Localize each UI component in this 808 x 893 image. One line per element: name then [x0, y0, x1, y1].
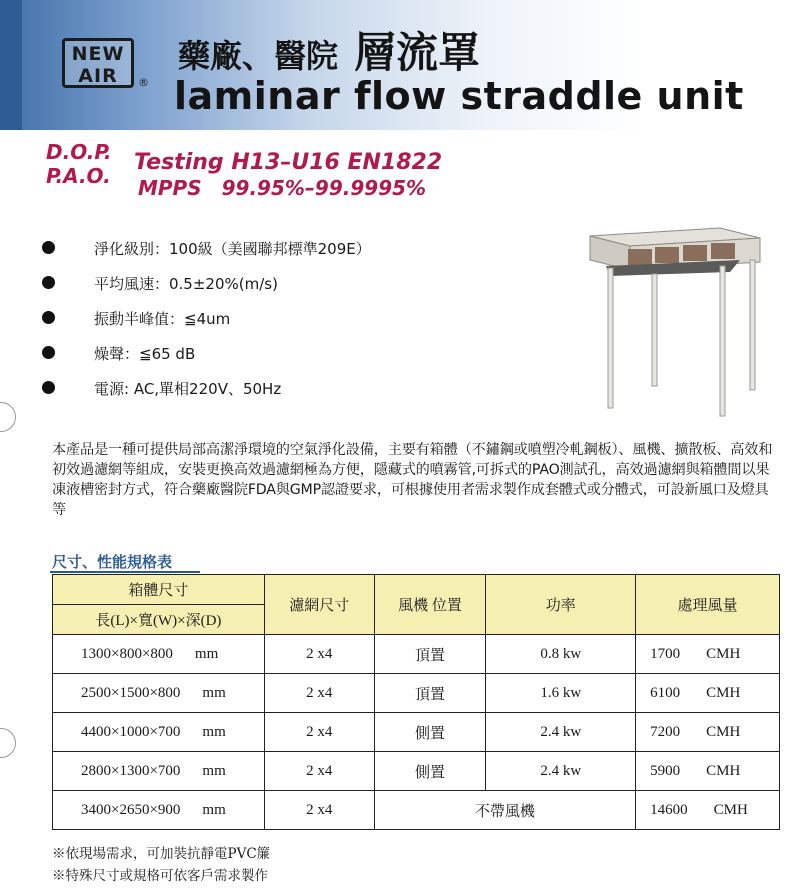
new-air-logo — [62, 38, 134, 88]
fan-cell: 頂置 — [374, 674, 486, 713]
size-value: 2800×1300×700 — [81, 762, 181, 779]
size-unit: mm — [202, 684, 226, 701]
spec-text: 振動半峰值：≦4um — [94, 310, 231, 328]
airflow-cell — [636, 674, 780, 713]
size-cell — [53, 713, 265, 752]
laminar-flow-unit-illustration — [580, 222, 770, 422]
header-box-dimensions: 長(L)×寬(W)×深(D) — [53, 605, 265, 635]
header-fan-position: 風機 位置 — [374, 575, 486, 635]
size-value: 4400×1000×700 — [81, 723, 181, 740]
size-unit: mm — [202, 801, 226, 818]
airflow-value: 14600 — [650, 801, 688, 818]
product-description: 本產品是一種可提供局部高潔淨環境的空氣淨化設備，主要有箱體（不鏽鋼或噴塑冷軋鋼板）、風機、擴散板、高效和初效過濾網等組成，安裝更換高效過濾網極為方便，隱藏式的噴霧管,可拆式的PAO測試孔，高效過濾網與箱體間以果凍液槽密封方式，符合藥廠醫院FDA與GMP認證要求，可根據使用者需求製作成套體式或分體式，可設新風口及燈具等 — [52, 442, 773, 518]
filter-cell: 2 x4 — [264, 791, 374, 830]
airflow-unit: CMH — [706, 723, 741, 740]
power-cell: 2.4 kw — [486, 713, 636, 752]
test-labels — [46, 140, 111, 188]
spec-text: 燥聲：≦65 dB — [94, 345, 196, 363]
size-unit: mm — [202, 723, 226, 740]
bullet-icon — [42, 381, 55, 394]
table-title-underline — [50, 571, 200, 573]
airflow-unit: CMH — [713, 801, 748, 818]
logo-line-1: NEW — [71, 43, 125, 65]
binder-hole-mark — [0, 402, 16, 432]
filter-cell: 2 x4 — [264, 674, 374, 713]
airflow-value: 6100 — [650, 684, 681, 701]
header-box-size: 箱體尺寸 — [53, 575, 265, 605]
airflow-value: 7200 — [650, 723, 681, 740]
table-row — [53, 791, 780, 830]
bullet-icon — [42, 311, 55, 324]
fan-cell: 側置 — [374, 752, 486, 791]
power-cell: 2.4 kw — [486, 752, 636, 791]
header-power: 功率 — [486, 575, 636, 635]
title-cn-prefix: 藥廠、醫院 — [178, 37, 339, 75]
spec-text: 淨化級別：100級（美國聯邦標準209E） — [94, 240, 371, 258]
table-title: 尺寸、性能規格表 — [52, 553, 173, 571]
no-fan-cell: 不帶風機 — [374, 791, 636, 830]
size-cell — [53, 791, 265, 830]
fan-cell: 側置 — [374, 713, 486, 752]
table-row — [53, 713, 780, 752]
label-dop: D.O.P. — [46, 140, 112, 164]
spec-table — [52, 574, 780, 830]
registered-mark: ® — [138, 76, 149, 89]
filter-cell: 2 x4 — [264, 713, 374, 752]
size-unit: mm — [194, 645, 219, 662]
fan-cell: 頂置 — [374, 635, 486, 674]
title-cn-main: 層流罩 — [354, 28, 481, 77]
mpps-efficiency — [138, 176, 426, 200]
size-unit: mm — [202, 762, 226, 779]
filter-cell: 2 x4 — [264, 635, 374, 674]
binder-hole-mark — [0, 728, 16, 758]
table-row — [53, 752, 780, 791]
airflow-unit: CMH — [706, 762, 741, 779]
header-airflow: 處理風量 — [636, 575, 780, 635]
airflow-cell — [636, 635, 780, 674]
mpps-label: MPPS — [138, 176, 202, 200]
table-row — [53, 635, 780, 674]
airflow-cell — [636, 791, 780, 830]
footnote: ※特殊尺寸或規格可依客戶需求製作 — [52, 868, 268, 884]
airflow-value: 5900 — [650, 762, 681, 779]
bullet-icon — [42, 346, 55, 359]
footnotes — [52, 843, 270, 887]
logo-line-2: AIR — [78, 65, 118, 87]
bullet-icon — [42, 241, 55, 254]
size-cell — [53, 635, 265, 674]
airflow-cell — [636, 752, 780, 791]
airflow-unit: CMH — [706, 645, 741, 662]
airflow-value: 1700 — [650, 645, 681, 662]
power-cell: 1.6 kw — [486, 674, 636, 713]
testing-standard: Testing H13–U16 EN1822 — [134, 150, 443, 175]
power-cell: 0.8 kw — [486, 635, 636, 674]
footnote: ※依現場需求，可加裝抗靜電PVC簾 — [52, 846, 271, 862]
bullet-icon — [42, 276, 55, 289]
filter-cell: 2 x4 — [264, 752, 374, 791]
spec-text: 平均風速：0.5±20%(m/s) — [94, 275, 278, 293]
page-title-english: laminar flow straddle unit — [174, 74, 744, 118]
size-cell — [53, 674, 265, 713]
size-value: 1300×800×800 — [81, 645, 173, 662]
size-value: 2500×1500×800 — [81, 684, 181, 701]
airflow-unit: CMH — [706, 684, 741, 701]
size-cell — [53, 752, 265, 791]
mpps-value: 99.95%–99.9995% — [221, 176, 427, 200]
size-value: 3400×2650×900 — [81, 801, 181, 818]
header-filter-size: 濾網尺寸 — [264, 575, 374, 635]
table-row — [53, 674, 780, 713]
banner-edge-strip — [0, 0, 22, 130]
spec-text: 電源: AC,單相220V、50Hz — [94, 380, 282, 398]
airflow-cell — [636, 713, 780, 752]
label-pao: P.A.O. — [46, 164, 111, 188]
page-title-chinese — [178, 20, 480, 80]
